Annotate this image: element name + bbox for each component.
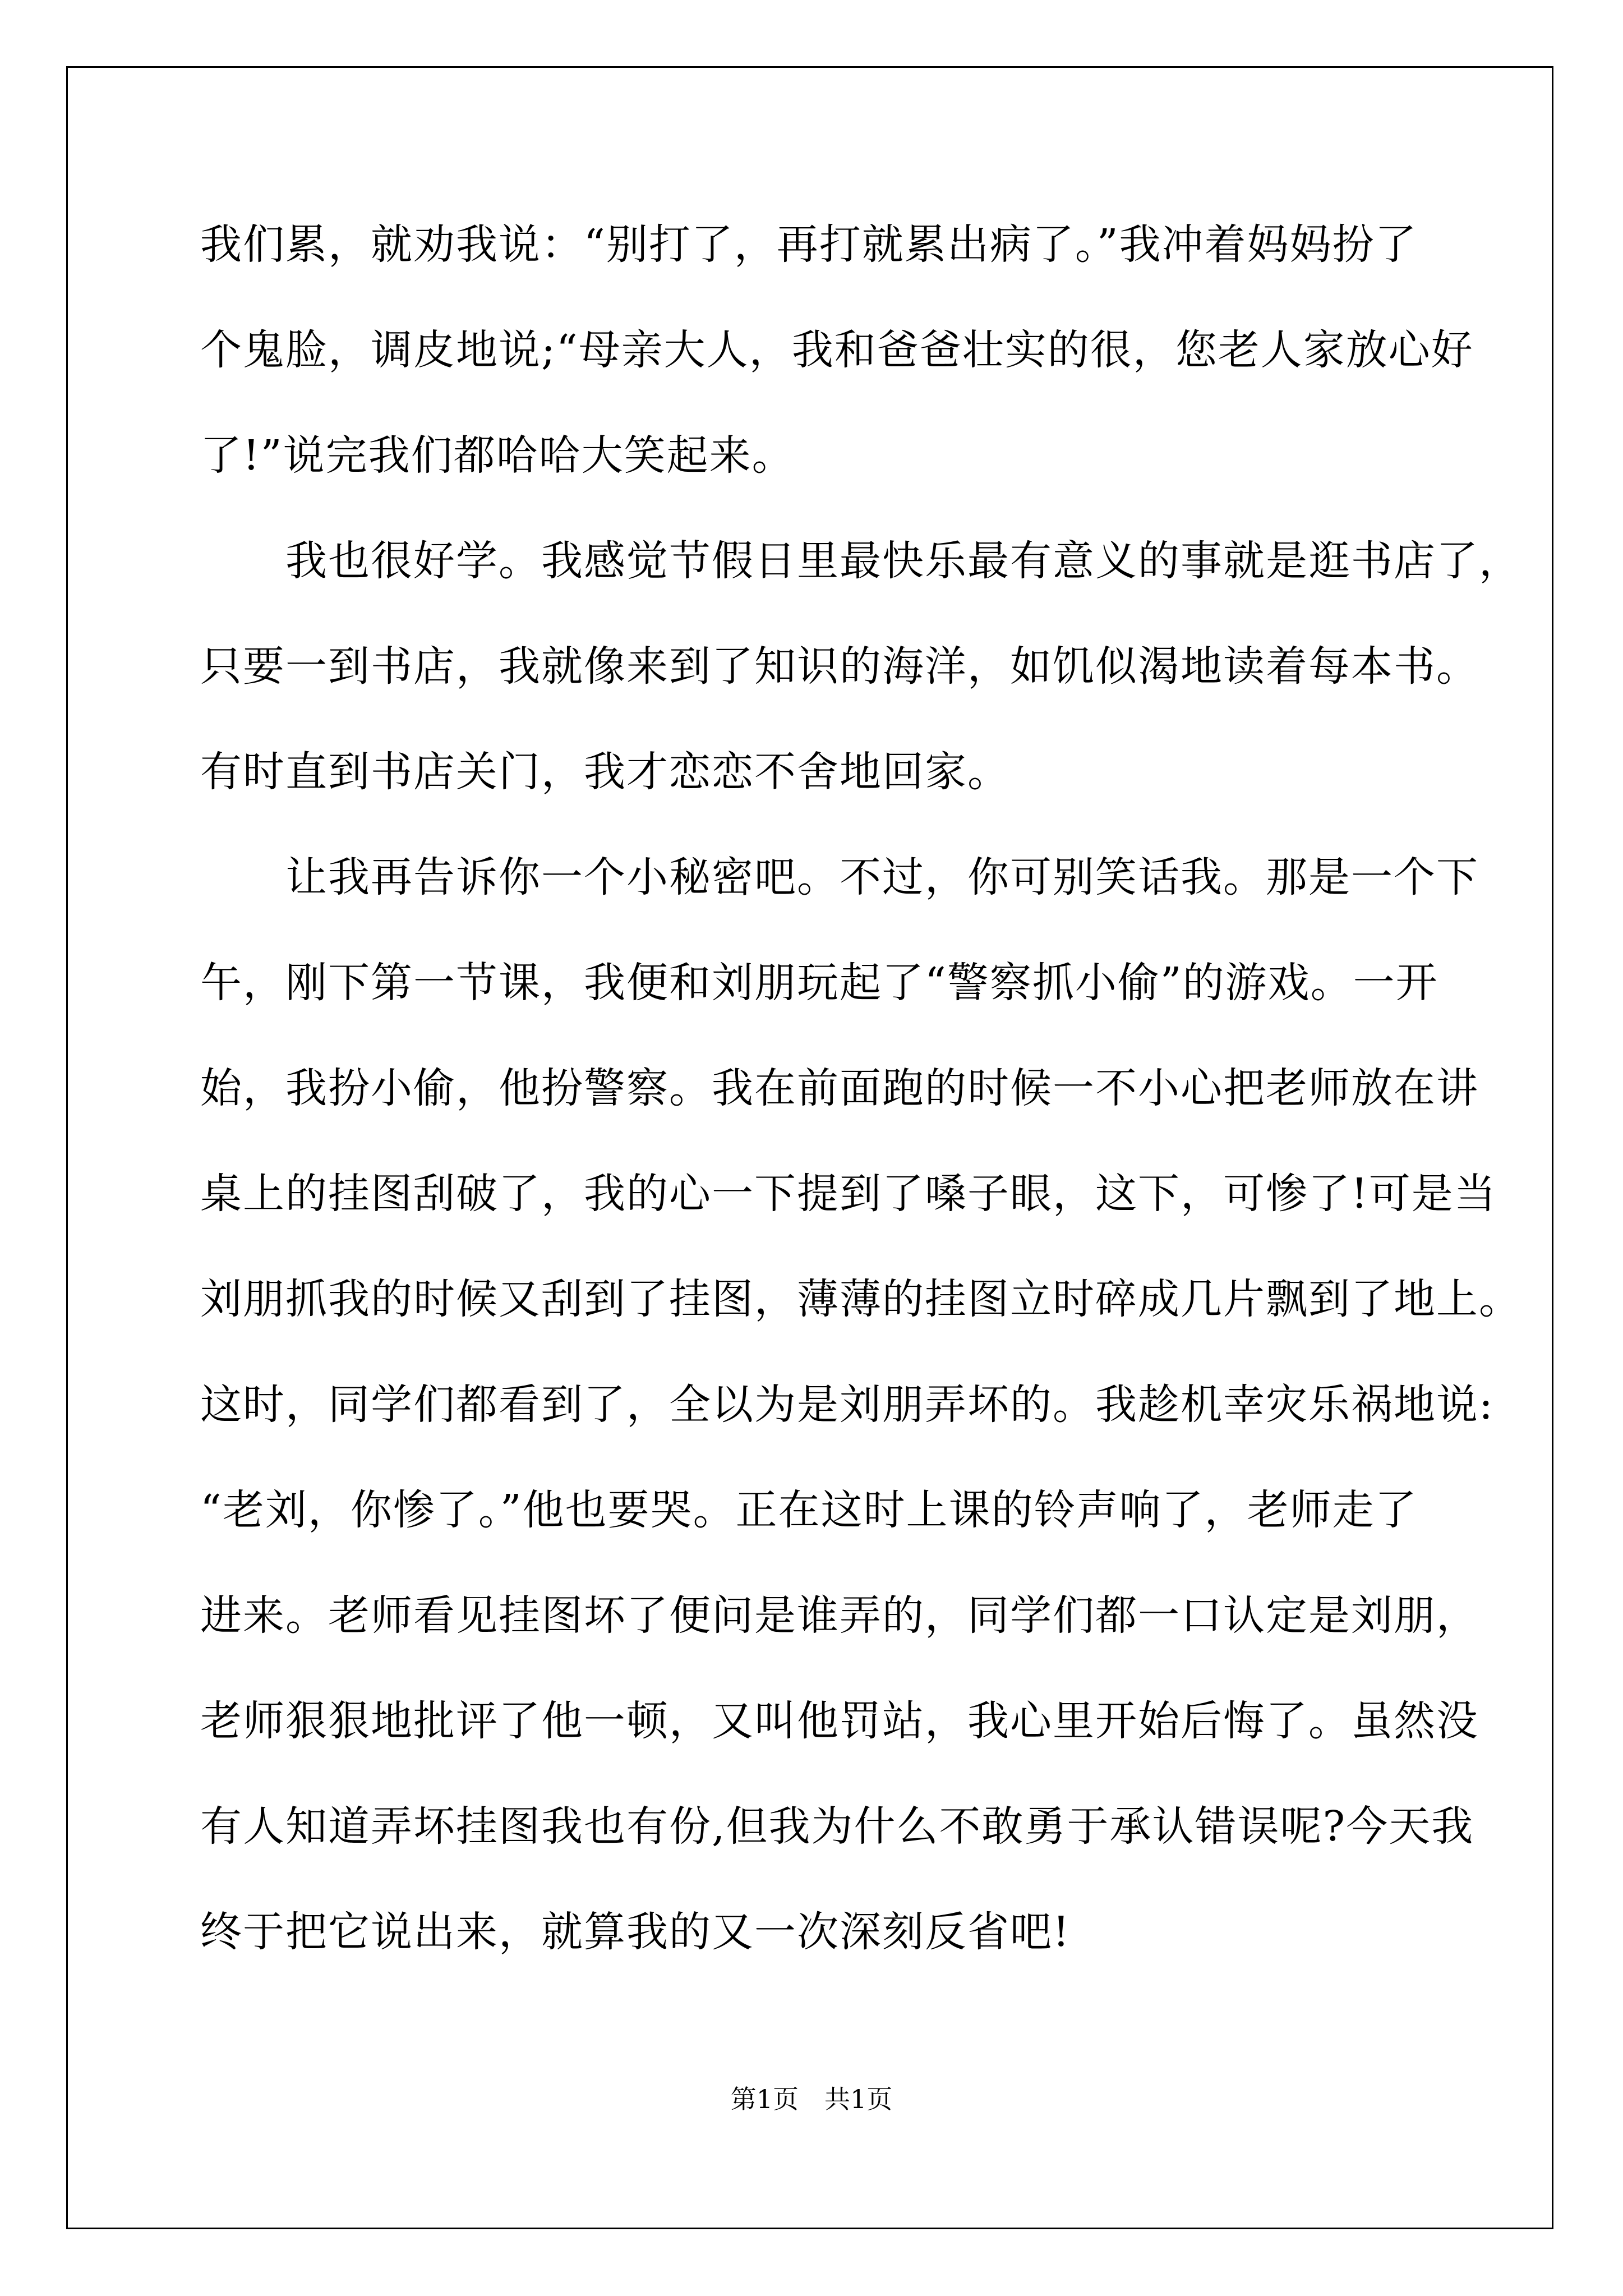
text-line: 我们累，就劝我说：“别打了，再打就累出病了。”我冲着妈妈扮了	[200, 220, 1418, 269]
text-line: 桌上的挂图刮破了，我的心一下提到了嗓子眼，这下，可惨了!可是当	[200, 1170, 1497, 1218]
text-line: 个鬼脸，调皮地说;“母亲大人，我和爸爸壮实的很，您老人家放心好	[200, 326, 1474, 374]
page-footer	[0, 2082, 1623, 2116]
text-line: 只要一到书店，我就像来到了知识的海洋，如饥似渴地读着每本书。	[200, 642, 1479, 691]
text-line: 刘朋抓我的时候又刮到了挂图，薄薄的挂图立时碎成几片飘到了地上。	[200, 1275, 1521, 1323]
text-line: 始，我扮小偷，他扮警察。我在前面跑的时候一不小心把老师放在讲	[200, 1064, 1479, 1112]
text-line: 这时，同学们都看到了，全以为是刘朋弄坏的。我趁机幸灾乐祸地说:	[200, 1381, 1494, 1429]
text-line: 有人知道弄坏挂图我也有份,但我为什么不敢勇于承认错误呢?今天我	[200, 1802, 1474, 1851]
text-line: 了!”说完我们都哈哈大笑起来。	[200, 431, 795, 480]
text-line: 我也很好学。我感觉节假日里最快乐最有意义的事就是逛书店了，	[200, 537, 1521, 585]
text-line: “老刘，你惨了。”他也要哭。正在这时上课的铃声响了，老师走了	[200, 1486, 1418, 1534]
text-line: 让我再告诉你一个小秘密吧。不过，你可别笑话我。那是一个下	[200, 853, 1479, 901]
text-line: 有时直到书店关门，我才恋恋不舍地回家。	[200, 748, 1010, 796]
text-line: 进来。老师看见挂图坏了便问是谁弄的，同学们都一口认定是刘朋，	[200, 1591, 1479, 1640]
text-line: 老师狠狠地批评了他一顿，又叫他罚站，我心里开始后悔了。虽然没	[200, 1697, 1479, 1745]
text-line: 终于把它说出来，就算我的又一次深刻反省吧!	[200, 1908, 1071, 1956]
text-line: 午，刚下第一节课，我便和刘朋玩起了“警察抓小偷”的游戏。一开	[200, 959, 1438, 1007]
page-number: 第1页 共1页	[730, 2084, 893, 2114]
